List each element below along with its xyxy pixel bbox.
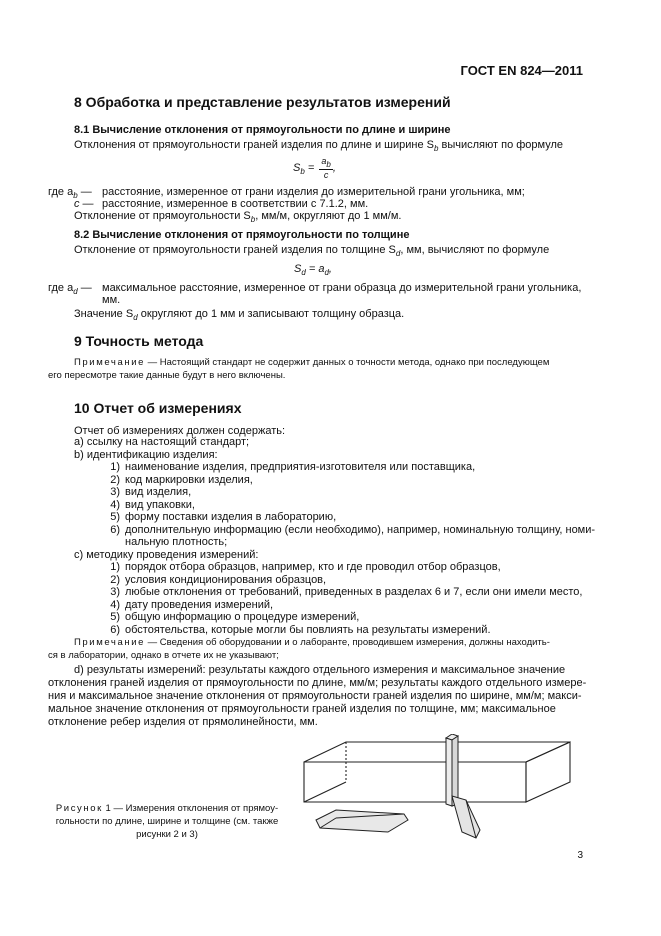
where-2-cont: мм.: [102, 294, 121, 306]
box-top-face: [304, 742, 570, 762]
square-blade-front: [446, 738, 452, 806]
where-2: где $a_d$ — максимальное расстояние, измеренное от грани образца до измерительной грани угольника,: [48, 282, 582, 297]
section-9-note: Примечание — Настоящий стандарт не содержит данных о точности метода, однако при последующем: [74, 357, 550, 368]
section-8-1-value: Отклонение от прямоугольности $S_b$, мм/м, округляют до 1 мм/м.: [74, 210, 402, 225]
section-10-title: 10 Отчет об измерениях: [74, 400, 242, 416]
report-intro: Отчет об измерениях должен содержать:: [74, 425, 286, 437]
report-item-b: b) идентификацию изделия:: [74, 448, 218, 461]
section-8-2-text: Отклонение от прямоугольности граней изделия по толщине $S_d$, мм, вычисляют по формуле: [74, 244, 550, 259]
section-8-1-text: Отклонения от прямоугольности граней изделия по длине и ширине $S_b$ вычисляют по формуле: [74, 139, 564, 154]
list-item: 6) дополнительную информацию (если необходимо), например, номинальную толщину, номи-: [110, 523, 596, 536]
where-1-c: c — расстояние, измеренное в соответствии с 7.1.2, мм.: [74, 198, 369, 210]
report-items: [74, 436, 595, 636]
section-9-title: 9 Точность метода: [74, 333, 204, 349]
section-8-title: 8 Обработка и представление результатов измерений: [74, 94, 451, 110]
figure-1-drawing: [296, 734, 586, 846]
list-item: 5) общую информацию о процедуре измерений,: [110, 611, 360, 623]
square-flat-bar: [316, 810, 408, 832]
report-item-c: c) методику проведения измерений:: [74, 548, 259, 561]
formula-2: $S_d = a_d$,: [294, 263, 332, 278]
section-9-note-cont: его пересмотре такие данные будут в него включены.: [48, 370, 286, 381]
report-item-d: d) результаты измерений: результаты каждого отдельного измерения и максимальное значение отклонения граней изделия от прямоугольности по длине, мм/м; результаты каждого отдельного измере- ния и максимальное значение отклонения от прямоугольности граней изделия по ширине, мм/м; макси- мальное значение отклонения от прямоугольности граней изделия по толщине, мм; максимальное отклонение ребер изделия от прямолинейности, мм.: [48, 664, 587, 728]
list-item: 6) обстоятельства, которые могли бы повлиять на результаты измерений.: [110, 623, 491, 636]
list-item: 2) условия кондиционирования образцов,: [110, 573, 327, 586]
section-8-1-title: 8.1 Вычисление отклонения от прямоугольности по длине и ширине: [74, 124, 451, 136]
page-number: 3: [577, 850, 583, 861]
section-10-note: Примечание — Сведения об оборудовании и о лаборанте, проводившем измерения, должны находить-: [74, 637, 550, 648]
list-item: 1) порядок отбора образцов, например, кто и где проводил отбор образцов,: [110, 561, 501, 573]
where-1-a: где $a_b$ — расстояние, измеренное от грани изделия до измерительной грани угольника, мм;: [48, 186, 525, 201]
list-item: 2) код маркировки изделия,: [110, 473, 253, 486]
list-item: 3) любые отклонения от требований, приведенных в разделах 6 и 7, если они имели место,: [110, 586, 583, 598]
list-item: 5) форму поставки изделия в лабораторию,: [110, 511, 337, 523]
box-side-face: [526, 742, 570, 802]
list-item: 4) вид упаковки,: [110, 498, 195, 511]
list-item: 1) наименование изделия, предприятия-изготовителя или поставщика,: [110, 461, 476, 473]
figure-1-caption: Рисунок 1 — Измерения отклонения от прямоу- гольности по длине, ширине и толщине (см. также рисунки 2 и 3): [55, 803, 279, 840]
section-8-2-value: Значение $S_d$ округляют до 1 мм и записывают толщину образца.: [74, 308, 405, 323]
report-item-a: a) ссылку на настоящий стандарт;: [74, 436, 250, 448]
formula-1: $S_b$ = $\frac{a_b}{c}$ ,: [293, 156, 336, 180]
list-item: 4) дату проведения измерений,: [110, 598, 274, 611]
box-front-face: [304, 762, 526, 802]
section-8-2-title: 8.2 Вычисление отклонения от прямоугольности по толщине: [74, 229, 410, 241]
formula-1-fraction: $\frac{a_b}{c}$: [321, 156, 331, 180]
document-code: ГОСТ EN 824—2011: [460, 63, 583, 78]
list-item: 3) вид изделия,: [110, 486, 192, 498]
list-item-cont: нальную плотность;: [125, 536, 228, 548]
section-10-note-cont: ся в лаборатории, однако в отчете их не указывают;: [48, 650, 279, 661]
